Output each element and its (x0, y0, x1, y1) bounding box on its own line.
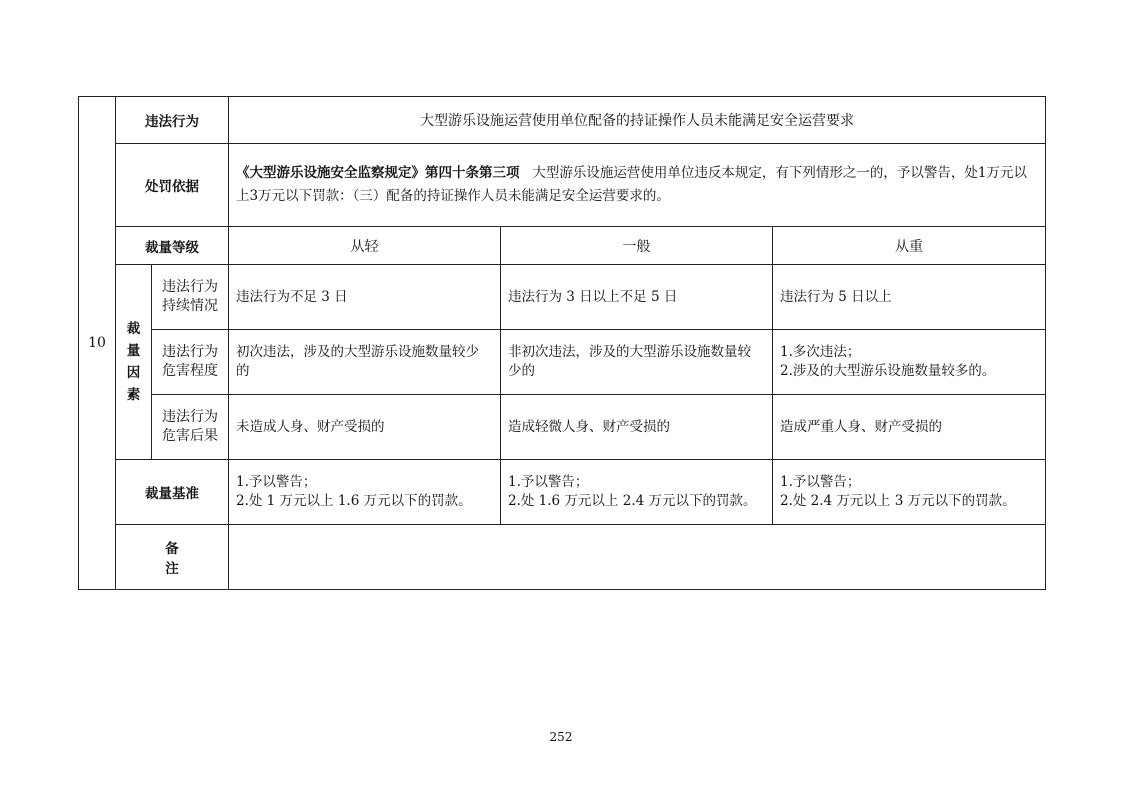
standard-heavy (773, 460, 1046, 525)
factors-label-char: 裁 (126, 321, 141, 337)
factor-name-line: 危害后果 (162, 428, 218, 444)
level-label: 裁量等级 (116, 227, 229, 265)
factor-value-light (229, 330, 501, 395)
factor-name-line: 持续情况 (162, 298, 218, 314)
factor-name-line: 危害程度 (162, 363, 218, 379)
cell-line: 1.予以警告； (508, 474, 589, 490)
factor-value-normal (501, 330, 773, 395)
violation-label: 违法行为 (116, 97, 229, 144)
factor-name (152, 330, 229, 395)
factor-value-heavy (773, 265, 1046, 330)
factor-value-normal (501, 265, 773, 330)
cell-line: 2.涉及的大型游乐设施数量较多的。 (780, 363, 996, 379)
cell-line: 未造成人身、财产受损的 (236, 418, 385, 435)
factor-row-duration (79, 265, 1046, 330)
page-number: 252 (549, 730, 573, 744)
cell-line: 的 (236, 363, 250, 379)
basis-row (79, 144, 1046, 227)
entry-number: 10 (79, 97, 116, 590)
factors-label-char: 素 (126, 387, 141, 403)
factor-name-line: 违法行为 (162, 344, 218, 360)
cell-line: 造成轻微人身、财产受损的 (508, 418, 670, 435)
cell-line: 少的 (508, 363, 535, 379)
cell-line: 非初次违法，涉及的大型游乐设施数量较 (508, 344, 751, 360)
basis-title: 《大型游乐设施安全监察规定》第四十条第三项 (236, 165, 520, 181)
factor-name-line: 违法行为 (162, 279, 218, 295)
standard-normal (501, 460, 773, 525)
cell-line: 初次违法，涉及的大型游乐设施数量较少 (236, 344, 479, 360)
level-heavy: 从重 (773, 227, 1046, 265)
standard-row (79, 460, 1046, 525)
factor-name (152, 265, 229, 330)
factor-value-heavy (773, 395, 1046, 460)
factor-row-harm-degree (79, 330, 1046, 395)
cell-line: 1.多次违法； (780, 344, 861, 360)
basis-text: 大型游乐设施运营使用单位违反本规定，有下列情形之一的，予以警告，处1万元以上3万元以下罚款：（三）配备的持证操作人员未能满足安全运营要求的。 (236, 165, 1027, 204)
cell-line: 造成严重人身、财产受损的 (780, 418, 942, 435)
factor-row-harm-consequence (79, 395, 1046, 460)
factor-value-heavy (773, 330, 1046, 395)
cell-line: 2.处 1 万元以上 1.6 万元以下的罚款。 (236, 493, 472, 509)
remarks-label: 备注 (116, 525, 229, 590)
cell-line: 1.予以警告； (780, 474, 861, 490)
basis-cell (229, 144, 1046, 227)
violation-row (79, 97, 1046, 144)
factor-value-light (229, 395, 501, 460)
factor-name-line: 违法行为 (162, 409, 218, 425)
basis-label: 处罚依据 (116, 144, 229, 227)
cell-line: 违法行为 5 日以上 (780, 288, 892, 305)
cell-line: 2.处 2.4 万元以上 3 万元以下的罚款。 (780, 493, 1016, 509)
level-light: 从轻 (229, 227, 501, 265)
standard-label: 裁量基准 (116, 460, 229, 525)
factor-name (152, 395, 229, 460)
factor-value-light (229, 265, 501, 330)
cell-line: 违法行为不足 3 日 (236, 288, 348, 305)
cell-line: 违法行为 3 日以上不足 5 日 (508, 288, 678, 305)
factors-label (116, 265, 152, 460)
penalty-discretion-table (78, 96, 1046, 590)
remarks-row (79, 525, 1046, 590)
cell-line: 1.予以警告； (236, 474, 317, 490)
factors-label-char: 量 (126, 343, 141, 359)
cell-line: 2.处 1.6 万元以上 2.4 万元以下的罚款。 (508, 493, 757, 509)
level-normal: 一般 (501, 227, 773, 265)
standard-light (229, 460, 501, 525)
remarks-value (229, 525, 1046, 590)
factor-value-normal (501, 395, 773, 460)
violation-text: 大型游乐设施运营使用单位配备的持证操作人员未能满足安全运营要求 (229, 97, 1046, 144)
factors-label-char: 因 (126, 365, 141, 381)
level-row (79, 227, 1046, 265)
